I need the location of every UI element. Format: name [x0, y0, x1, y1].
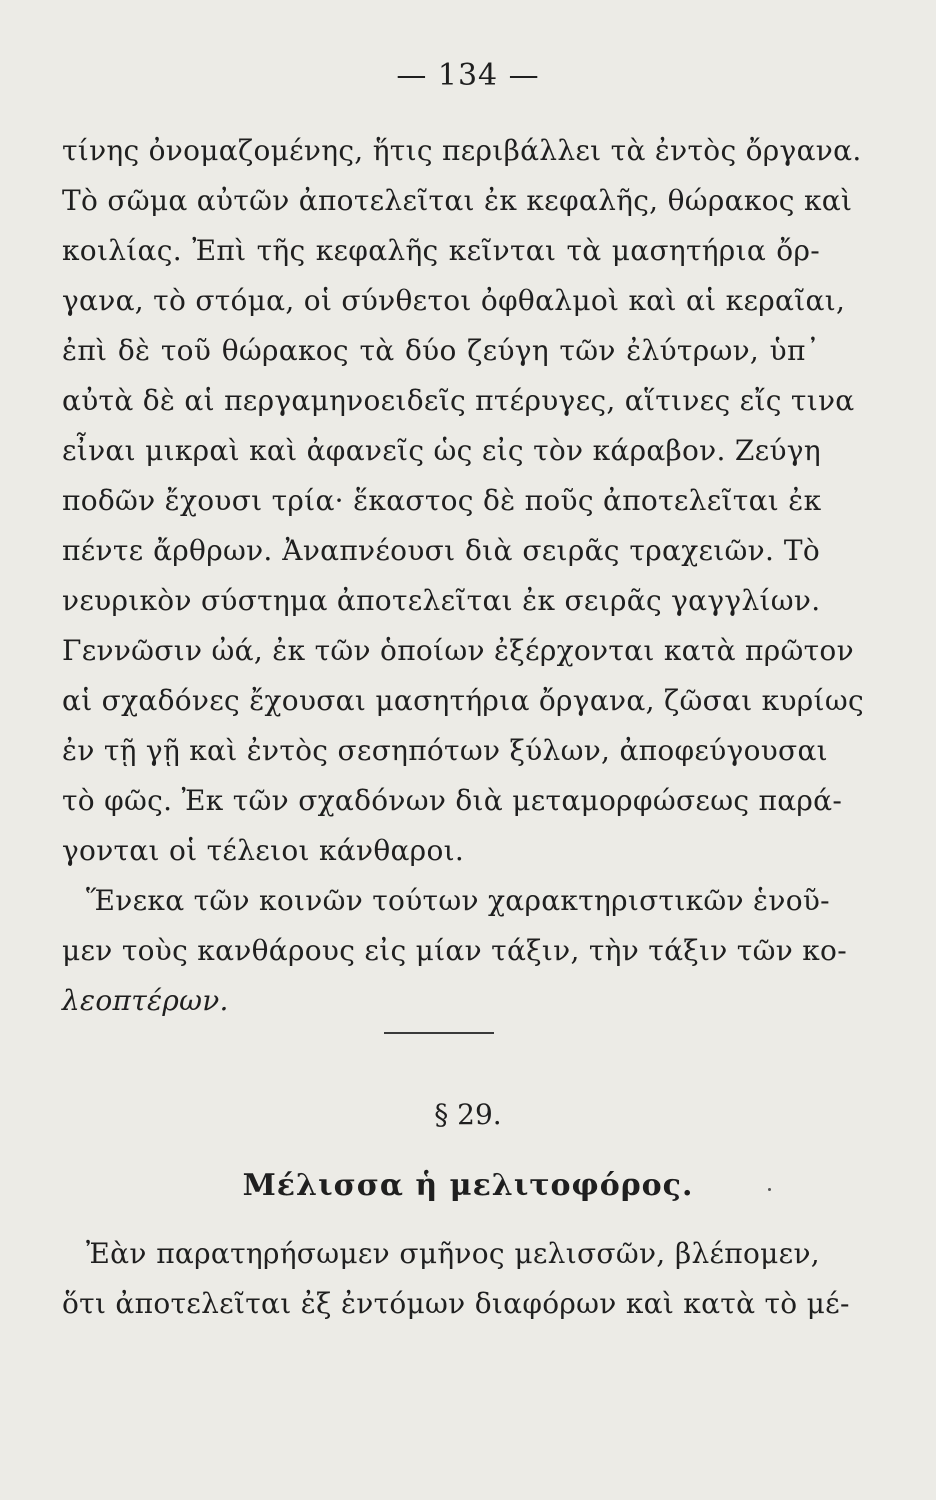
text-line-1: τίνης ὀνομαζομένης, ἥτις περιβάλλει τὰ ἐντὸς ὄργανα.	[62, 134, 862, 167]
text-line-3: κοιλίας. Ἐπὶ τῆς κεφαλῆς κεῖνται τὰ μασητήρια ὄρ-	[62, 234, 820, 267]
text-line-7: εἶναι μικραὶ καὶ ἀφανεῖς ὡς εἰς τὸν κάραβον. Ζεύγη	[62, 434, 821, 467]
section-title: Μέλισσα ἡ μελιτοφόρος.	[242, 1168, 694, 1203]
page-number: — 134 —	[396, 58, 540, 93]
text-line-16: Ἕνεκα τῶν κοινῶν τούτων χαρακτηριστικῶν ἑνοῦ-	[86, 884, 830, 917]
section-divider	[384, 1032, 494, 1034]
text-line-11: Γεννῶσιν ὠά, ἐκ τῶν ὁποίων ἐξέρχονται κατὰ πρῶτον	[62, 634, 854, 667]
text-line-8: ποδῶν ἔχουσι τρία· ἕκαστος δὲ ποῦς ἀποτελεῖται ἐκ	[62, 484, 822, 517]
section-number: § 29.	[434, 1098, 502, 1131]
text-line-2: Τὸ σῶμα αὐτῶν ἀποτελεῖται ἐκ κεφαλῆς, θώρακος καὶ	[62, 184, 853, 217]
section-text-line-1: Ἐὰν παρατηρήσωμεν σμῆνος μελισσῶν, βλέπομεν,	[86, 1237, 820, 1270]
stray-mark	[768, 1188, 771, 1191]
section-text-line-2: ὅτι ἀποτελεῖται ἐξ ἐντόμων διαφόρων καὶ κατὰ τὸ μέ-	[62, 1287, 850, 1320]
text-line-15: γονται οἱ τέλειοι κάνθαροι.	[62, 834, 465, 867]
text-line-12: αἱ σχαδόνες ἔχουσαι μασητήρια ὄργανα, ζῶσαι κυρίως	[62, 684, 864, 717]
text-line-17: μεν τοὺς κανθάρους εἰς μίαν τάξιν, τὴν τάξιν τῶν κο-	[62, 934, 847, 967]
text-line-10: νευρικὸν σύστημα ἀποτελεῖται ἐκ σειρᾶς γαγγλίων.	[62, 584, 821, 617]
text-line-14: τὸ φῶς. Ἐκ τῶν σχαδόνων διὰ μεταμορφώσεως παρά-	[62, 784, 843, 817]
text-line-13: ἐν τῇ γῇ καὶ ἐντὸς σεσηπότων ξύλων, ἀποφεύγουσαι	[62, 734, 828, 767]
text-line-5: ἐπὶ δὲ τοῦ θώρακος τὰ δύο ζεύγη τῶν ἐλύτρων, ὑπ᾽	[62, 334, 820, 367]
text-line-18: λεοπτέρων.	[62, 984, 229, 1017]
text-line-6: αὐτὰ δὲ αἱ περγαμηνοειδεῖς πτέρυγες, αἵτινες εἴς τινα	[62, 384, 855, 417]
text-line-9: πέντε ἄρθρων. Ἀναπνέουσι διὰ σειρᾶς τραχειῶν. Τὸ	[62, 534, 820, 567]
text-line-4: γανα, τὸ στόμα, οἱ σύνθετοι ὀφθαλμοὶ καὶ αἱ κεραῖαι,	[62, 284, 846, 317]
